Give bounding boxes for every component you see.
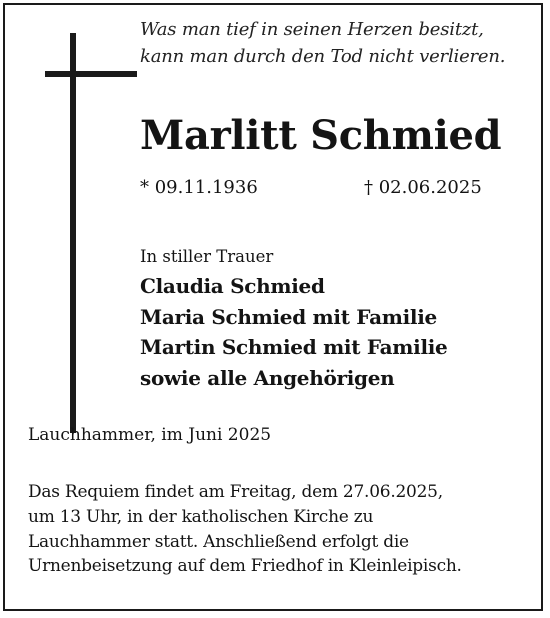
quote-line: kann man durch den Tod nicht verlieren. bbox=[140, 46, 506, 67]
mourners-list bbox=[140, 271, 447, 393]
mourner-name: Maria Schmied mit Familie bbox=[140, 304, 437, 329]
service-line: Lauchhammer statt. Anschließend erfolgt die bbox=[28, 531, 409, 552]
mourner-name: sowie alle Angehörigen bbox=[140, 365, 395, 390]
birth-date: * 09.11.1936 bbox=[140, 177, 258, 198]
deceased-name: Marlitt Schmied bbox=[140, 112, 502, 159]
memorial-quote bbox=[140, 16, 540, 70]
service-line: Das Requiem findet am Freitag, dem 27.06.2025, bbox=[28, 482, 443, 502]
cross-icon bbox=[45, 33, 137, 433]
place-and-date: Lauchhammer, im Juni 2025 bbox=[28, 425, 272, 445]
cross-horizontal-bar bbox=[45, 71, 137, 77]
mourner-name: Claudia Schmied bbox=[140, 274, 325, 298]
service-line: Urnenbeisetzung auf dem Friedhof in Kleinleipisch. bbox=[28, 556, 462, 577]
quote-line: Was man tief in seinen Herzen besitzt, bbox=[140, 19, 484, 40]
service-line: um 13 Uhr, in der katholischen Kirche zu bbox=[28, 506, 374, 527]
mourning-intro: In stiller Trauer bbox=[140, 247, 274, 266]
death-date: † 02.06.2025 bbox=[364, 177, 482, 198]
cross-vertical-bar bbox=[70, 33, 76, 433]
mourner-name: Martin Schmied mit Familie bbox=[140, 335, 448, 359]
service-information bbox=[28, 480, 533, 579]
